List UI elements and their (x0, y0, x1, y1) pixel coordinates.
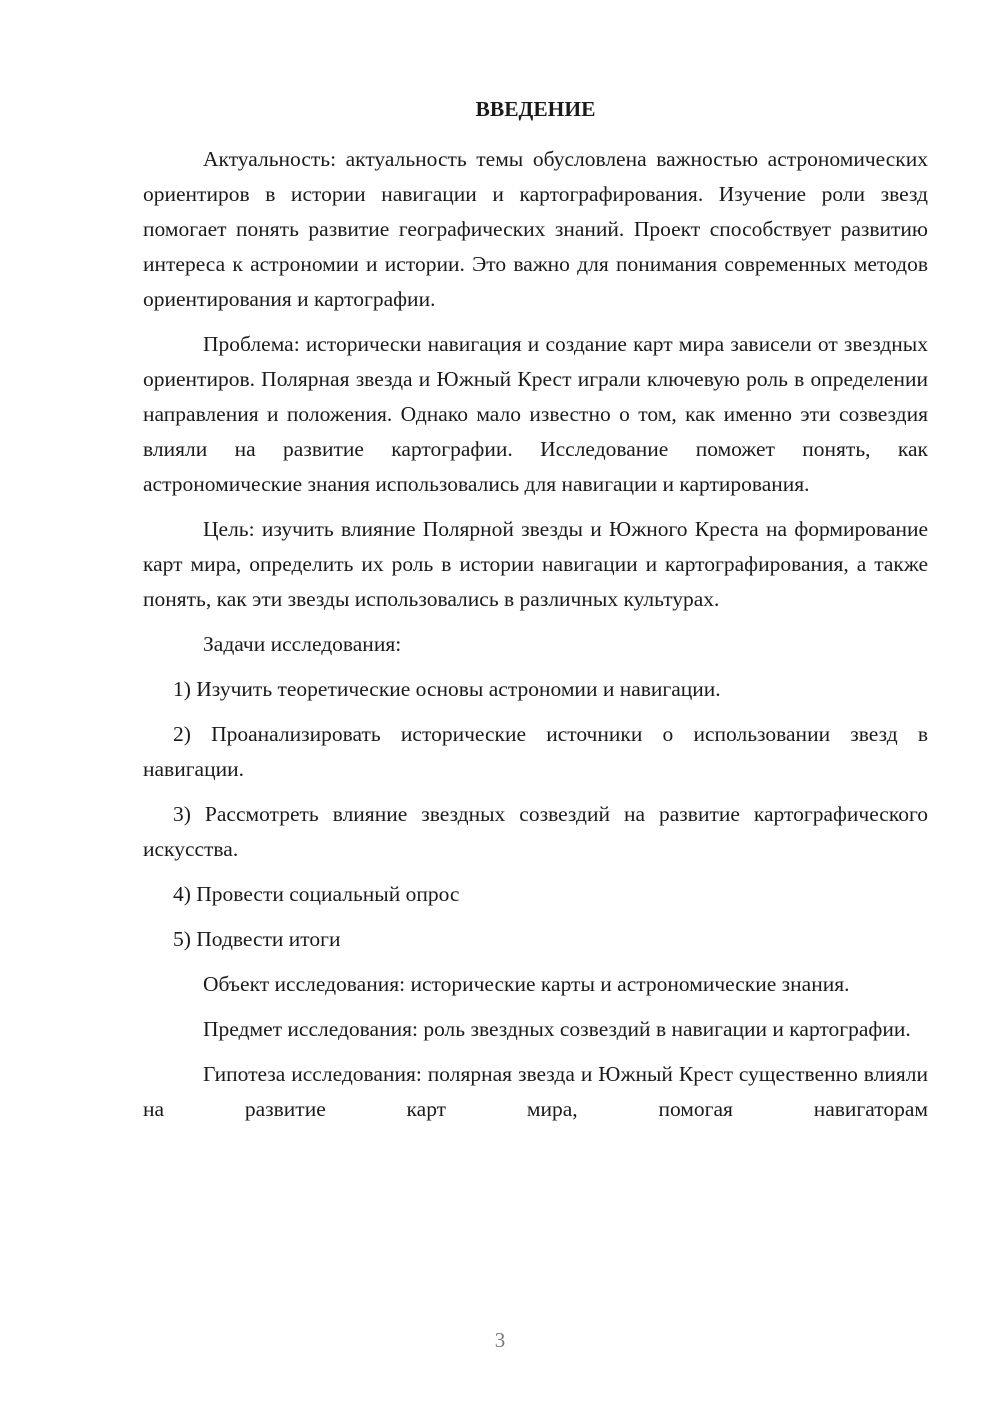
hypothesis-paragraph: Гипотеза исследования: полярная звезда и Южный Крест существенно влияли на развитие карт мира, помогая навигаторам (143, 1062, 928, 1121)
task-item-4: 4) Провести социальный опрос (173, 882, 460, 906)
relevance-paragraph: Актуальность: актуальность темы обусловлена важностью астрономических ориентиров в истории навигации и картографирования. Изучение роли звезд помогает понять развитие географических знаний. Проект способствует развитию интереса к астрономии и истории. Это важно для понимания современных методов ориентирования и картографии. (143, 147, 928, 311)
goal-paragraph: Цель: изучить влияние Полярной звезды и Южного Креста на формирование карт мира, определить их роль в истории навигации и картографирования, а также понять, как эти звезды использовались в различных культурах. (143, 517, 928, 611)
task-item-5: 5) Подвести итоги (173, 927, 341, 951)
task-item-2: 2) Проанализировать исторические источники о использовании звезд в навигации. (143, 722, 928, 781)
subject-paragraph: Предмет исследования: роль звездных созвездий в навигации и картографии. (203, 1017, 911, 1041)
problem-paragraph: Проблема: исторически навигация и создание карт мира зависели от звездных ориентиров. Полярная звезда и Южный Крест играли ключевую роль в определении направления и положения. Однако мало известно о том, как именно эти созвездия влияли на развитие картографии. Исследование поможет понять, как астрономические знания использовались для навигации и картирования. (143, 332, 928, 496)
tasks-heading: Задачи исследования: (203, 632, 402, 656)
object-paragraph: Объект исследования: исторические карты и астрономические знания. (203, 972, 850, 996)
page-number: 3 (494, 1328, 506, 1352)
task-item-1: 1) Изучить теоретические основы астрономии и навигации. (173, 677, 721, 701)
document-page (143, 92, 928, 1137)
task-item-3: 3) Рассмотреть влияние звездных созвездий на развитие картографического искусства. (143, 802, 928, 861)
section-title: ВВЕДЕНИЕ (475, 97, 596, 121)
